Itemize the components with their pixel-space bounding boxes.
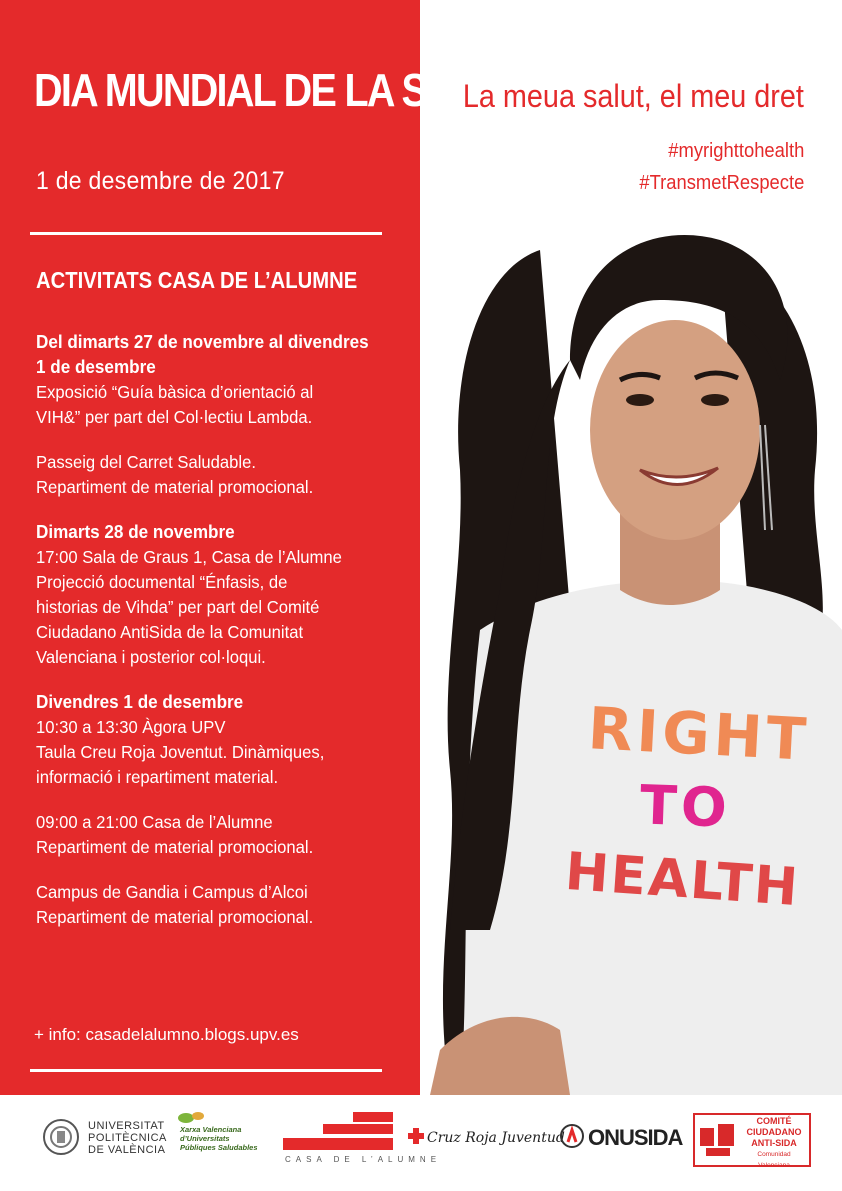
xarxa-logo xyxy=(180,1125,258,1152)
event-text: VIH&” per part del Col·lectiu Lambda. xyxy=(36,407,313,427)
woman-photo xyxy=(420,210,842,1095)
section-title: ACTIVITATS CASA DE L’ALUMNE xyxy=(36,267,358,293)
comite-line: ANTI-SIDA xyxy=(751,1138,797,1148)
casa-alumne-logo-icon xyxy=(283,1112,393,1152)
event-heading: Dimarts 28 de novembre xyxy=(36,522,235,542)
comite-line: CIUDADANO xyxy=(746,1127,802,1137)
event-text: Taula Creu Roja Joventut. Dinàmiques, xyxy=(36,742,325,762)
event-item xyxy=(36,690,389,930)
event-heading: 1 de desembre xyxy=(36,357,156,377)
xarxa-line: Xarxa Valenciana xyxy=(180,1125,242,1134)
upv-line: POLITÈCNICA xyxy=(88,1132,167,1144)
onusida-emblem-icon xyxy=(560,1124,584,1148)
event-text: informació i repartiment material. xyxy=(36,767,279,787)
red-cross-icon xyxy=(408,1128,424,1144)
upv-line: UNIVERSITAT xyxy=(88,1120,165,1132)
event-text: Projecció documental “Énfasis, de xyxy=(36,572,288,592)
event-text: 09:00 a 21:00 Casa de l’Alumne xyxy=(36,812,273,832)
event-text: historias de Vihda” per part del Comité xyxy=(36,597,320,617)
shirt-text-health: HEALTH xyxy=(563,841,802,919)
events-list xyxy=(36,330,408,950)
comite-logo xyxy=(742,1116,806,1171)
hashtag: #TransmetRespecte xyxy=(639,172,804,194)
upv-seal-icon xyxy=(42,1118,80,1156)
shirt-text-right: RIGHT xyxy=(586,694,812,774)
hashtags xyxy=(639,135,804,199)
event-item xyxy=(36,330,389,500)
event-text: Repartiment de material promocional. xyxy=(36,907,314,927)
portrait-illustration xyxy=(420,210,842,1095)
event-heading: Del dimarts 27 de novembre al divendres xyxy=(36,332,369,352)
event-date: 1 de desembre de 2017 xyxy=(36,167,285,195)
event-text: Passeig del Carret Saludable. xyxy=(36,452,256,472)
onusida-logo: ONUSIDA xyxy=(588,1125,683,1150)
divider-bottom xyxy=(30,1069,382,1072)
casa-alumne-logo: CASA DE L’ALUMNE xyxy=(285,1155,442,1164)
slogan: La meua salut, el meu dret xyxy=(463,78,804,114)
event-text: Campus de Gandia i Campus d’Alcoi xyxy=(36,882,308,902)
event-text: Ciudadano AntiSida de la Comunitat xyxy=(36,622,304,642)
cruz-roja-logo: Cruz Roja Juventud xyxy=(427,1130,565,1146)
comite-line: Comunidad Valenciana xyxy=(757,1151,791,1169)
event-item xyxy=(36,520,389,670)
divider-top xyxy=(30,232,382,235)
shirt-text-to: TO xyxy=(638,773,732,840)
event-heading: Divendres 1 de desembre xyxy=(36,692,244,712)
info-link[interactable]: + info: casadelalumno.blogs.upv.es xyxy=(34,1025,299,1044)
event-text: Valenciana i posterior col·loqui. xyxy=(36,647,266,667)
event-text: Repartiment de material promocional. xyxy=(36,477,314,497)
xarxa-line: d’Universitats xyxy=(180,1134,230,1143)
event-text: 10:30 a 13:30 Àgora UPV xyxy=(36,717,226,737)
event-text: 17:00 Sala de Graus 1, Casa de l’Alumne xyxy=(36,547,342,567)
comite-figures-icon xyxy=(698,1120,738,1160)
event-text: Exposició “Guía bàsica d’orientació al xyxy=(36,382,314,402)
event-text: Repartiment de material promocional. xyxy=(36,837,314,857)
hashtag: #myrighttohealth xyxy=(667,140,804,162)
xarxa-line: Públiques Saludables xyxy=(180,1143,258,1152)
comite-line: COMITÉ xyxy=(756,1116,792,1126)
upv-line: DE VALÈNCIA xyxy=(88,1144,166,1156)
upv-logo xyxy=(88,1120,167,1156)
page-title: DIA MUNDIAL DE LA SIDA xyxy=(34,64,490,116)
